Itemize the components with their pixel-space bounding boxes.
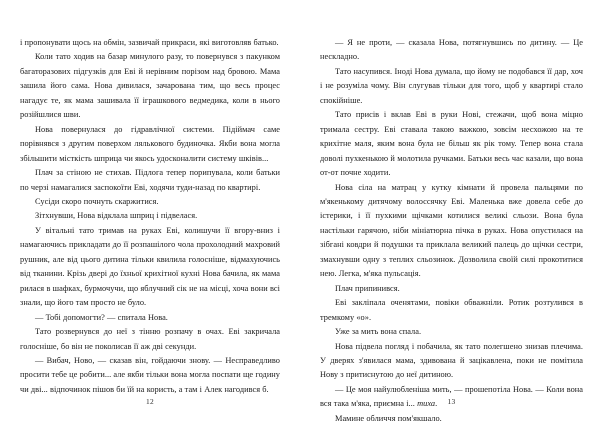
paragraph: Нова підвела погляд і побачила, як тато полегшено знизав плечима. У дверях з'явилася мама, здивована й зацікавлена, поки не помітила Нову з притиснутою до неї дитиною.	[320, 341, 583, 380]
paragraph-dialogue: — Вибач, Ново, — сказав він, гойдаючи знову. — Несправедливо просити тебе це робити... але якби тільки вона могла поспати ще годину чи дві... відпочинок пішов би їй на користь, а там і Алек нагодився б.	[20, 355, 280, 394]
paragraph: Нова повернулася до гідравлічної системи. Підіймач саме порівнявся з другим поверхом лялькового будиночка. Якби вона могла збільшити місткість шприца чи якось удосконалити систему шківів...	[20, 124, 280, 163]
right-page	[300, 0, 600, 436]
paragraph: Еві закліпала оченятами, повіки обважніли. Ротик розтулився в тремкому «о».	[320, 298, 583, 322]
paragraph: Мамине обличчя пом'якшало.	[335, 413, 442, 423]
paragraph-dialogue: — Це моя найулюбленіша мить, — прошепотіла Нова. — Коли вона вся така м'яка, приємна і... тиха.	[320, 384, 583, 409]
right-page-text-column	[320, 36, 583, 426]
page-number-right: 13	[447, 397, 456, 406]
paragraph: Плач за стіною не стихав. Підлога тепер порипувала, коли батьки по черзі намагалися заспокоїти Еві, ходячи туди-назад по квартирі.	[20, 168, 280, 192]
paragraph: Зітхнувши, Нова відклала шприц і підвелася.	[35, 211, 198, 221]
paragraph: Коли тато ходив на базар минулого разу, то повернувся з пакунком багаторазових підгузків для Еві й нерівним порізом над бровою. Мама зашила його сама. Нова дивилася, зачарована тим, що весь процес нагадує те, як мама зашивала її іграшкового ведмедика, коли в нього розійшлися шви.	[20, 52, 280, 120]
paragraph: Тато присів і вклав Еві в руки Нові, стежачи, щоб вона міцно тримала сестру. Еві ставала такою важкою, зовсім несхожою на те крихітне маля, яким вона була не більш як рік тому. Тепер вона стала доволі пухкенькою й молотила ручками. Батьки весь час казали, що вона от-от почне ходити.	[320, 110, 583, 178]
paragraph: Плач припинився.	[335, 283, 400, 293]
page-number-left: 12	[146, 397, 154, 406]
paragraph-dialogue: — Тобі допомогти? — спитала Нова.	[35, 312, 168, 322]
left-page-text-column	[20, 36, 280, 397]
paragraph: Сусіди скоро почнуть скаржитися.	[35, 196, 159, 206]
paragraph: Тато насупився. Іноді Нова думала, що йому не подобався її дар, хоч і не розуміла чому. Він слугував тільки для того, щоб у квартирі стало спокійніше.	[320, 66, 583, 105]
paragraph: Тато розвернувся до неї з тінню розпачу в очах. Еві закричала голосніше, бо він не поколисав її аж дві секунди.	[20, 327, 280, 351]
paragraph: У вітальні тато тримав на руках Еві, колишучи її вгору-вниз і намагаючись прикладати до її розпашілого чола прохолодний махровий рушник, але від цього дитина тільки квилила голосніше, відмахуючись від тканини. Крізь двері до їхньої крихітної кухні Нова бачила, як мама рилася в шафках, бурмочучи, що яблучний сік не на місці, хоча вони всі знали, що його там просто не було.	[20, 225, 280, 308]
paragraph-dialogue: — Я не проти, — сказала Нова, потягнувшись по дитину. — Це нескладно.	[320, 38, 583, 62]
paragraph: і пропонувати щось на обмін, зазвичай прикраси, які виготовляв батько.	[20, 38, 279, 47]
paragraph: Нова сіла на матрац у кутку кімнати й провела пальцями по м'якенькому дитячому волоссячку Еві. Маленька вже довела себе до істерики, і її пухкими щічками котилися великі сльози. Вона була настільки гарячою, ніби мініатюрна пічка в руках. Нова опустилася на зібгані ковдри й подушки та приклала великий палець до щічки сестри, змахнувши одну з теплих сльозинок. Дозволила своїй силі прокотитися нею. Легка, м'яка пульсація.	[320, 182, 583, 279]
paragraph: Уже за мить вона спала.	[335, 327, 422, 337]
